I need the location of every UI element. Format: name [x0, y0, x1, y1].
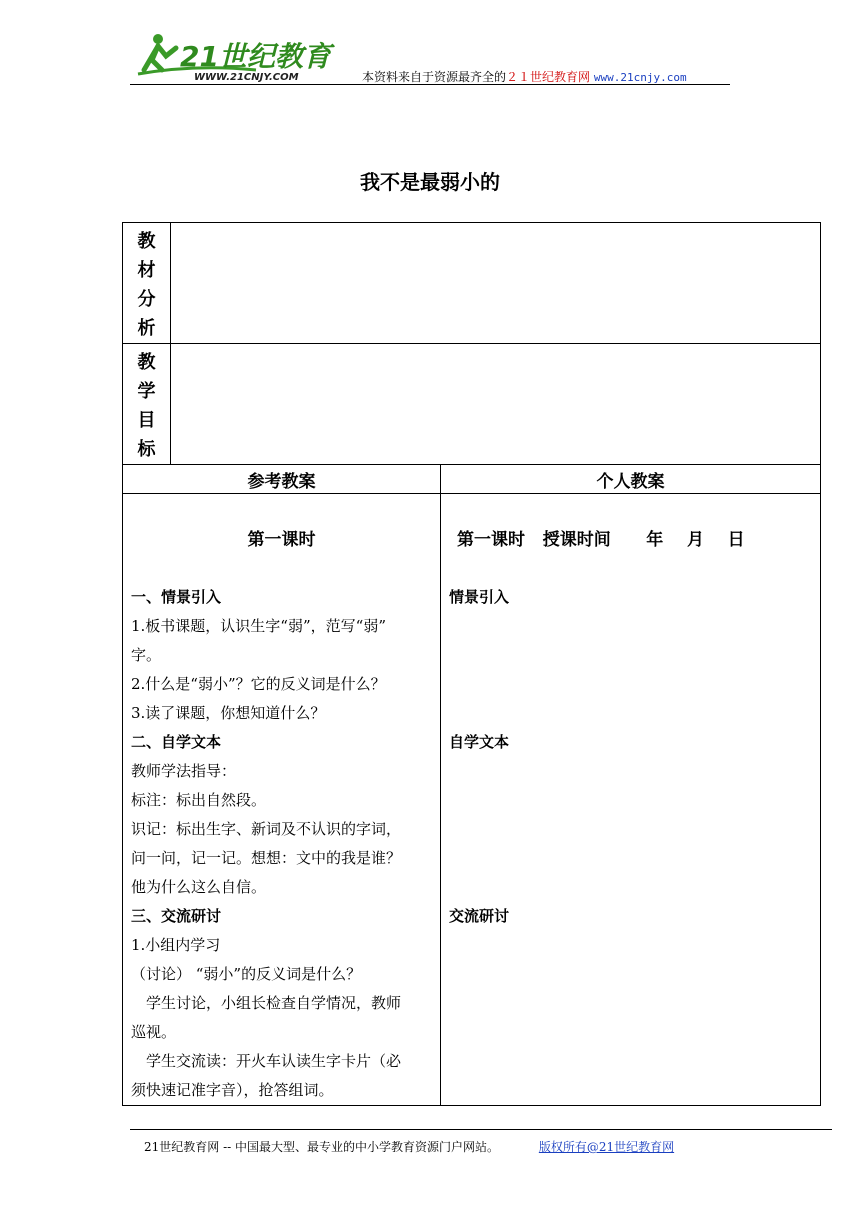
personal-section-selfstudy: 自学文本	[449, 733, 510, 751]
footer-divider	[130, 1129, 832, 1130]
personal-plan-header: 个人教案	[441, 465, 821, 494]
reference-plan-content	[123, 494, 441, 1106]
page-title: 我不是最弱小的	[360, 170, 500, 194]
plan-line: 1.小组内学习	[131, 936, 221, 954]
plan-line: 3.读了课题，你想知道什么？	[131, 704, 326, 722]
lesson-content-row	[123, 494, 821, 1106]
personal-plan-content[interactable]	[441, 494, 821, 1106]
year-label: 年	[646, 530, 664, 550]
running-figure-logo-icon	[136, 30, 336, 84]
lesson-heading: 第一课时	[247, 530, 316, 550]
section-heading: 三、交流研讨	[131, 907, 222, 925]
reference-plan-header: 参考教案	[123, 465, 441, 494]
plan-line: 教师学法指导：	[131, 762, 237, 780]
page-header	[130, 24, 730, 86]
material-analysis-label: 教 材 分 析	[123, 223, 171, 344]
month-label: 月	[686, 530, 704, 550]
section-heading: 二、自学文本	[131, 733, 222, 751]
plan-line: 巡视。	[131, 1023, 177, 1041]
section-heading: 一、情景引入	[131, 588, 222, 606]
logo-text: 21世纪教育	[180, 40, 331, 73]
plan-line: 须快速记准字音），抢答组词。	[131, 1081, 334, 1099]
plan-line: （讨论） “弱小”的反义词是什么？	[131, 965, 362, 983]
personal-section-discussion: 交流研讨	[449, 907, 510, 925]
plan-line: 1.板书课题，认识生字“弱”，范写“弱”	[131, 617, 386, 635]
personal-lesson-label: 第一课时	[457, 530, 525, 550]
material-analysis-content[interactable]	[171, 223, 821, 344]
day-label: 日	[727, 530, 745, 550]
personal-section-intro: 情景引入	[449, 588, 510, 606]
plan-line: 2.什么是“弱小”？它的反义词是什么？	[131, 675, 386, 693]
plan-line: 字。	[131, 646, 162, 664]
lesson-time-label: 授课时间	[542, 530, 611, 550]
column-header-row	[123, 465, 821, 494]
teaching-goals-row	[123, 344, 821, 465]
teaching-goals-label: 教 学 目 标	[123, 344, 171, 465]
source-prefix: 本资料来自于资源最齐全的	[362, 70, 507, 84]
header-divider	[130, 84, 730, 85]
page-footer	[144, 1138, 674, 1155]
site-logo	[136, 30, 336, 84]
plan-line: 他为什么这么自信。	[131, 878, 267, 896]
teaching-goals-content[interactable]	[171, 344, 821, 465]
header-source-line	[362, 68, 687, 85]
plan-line: 问一问，记一记。想想：文中的我是谁？	[131, 849, 402, 867]
reference-plan-lines	[131, 583, 432, 1105]
plan-line: 识记：标出生字、新词及不认识的字词，	[131, 820, 402, 838]
plan-line: 标注：标出自然段。	[131, 791, 267, 809]
source-red: ２１世纪教育网	[506, 70, 591, 84]
plan-line: 学生讨论，小组长检查自学情况，教师	[146, 994, 402, 1012]
personal-lesson-heading	[449, 524, 812, 556]
logo-url: WWW.21CNJY.COM	[194, 72, 299, 83]
source-url[interactable]: www.21cnjy.com	[593, 71, 687, 84]
footer-copyright-link[interactable]: 版权所有@21世纪教育网	[538, 1140, 675, 1154]
plan-line: 学生交流读：开火车认读生字卡片（必	[146, 1052, 402, 1070]
lesson-plan-table	[122, 222, 821, 1106]
material-analysis-row	[123, 223, 821, 344]
footer-text: 21世纪教育网 -- 中国最大型、最专业的中小学教育资源门户网站。	[144, 1140, 500, 1154]
